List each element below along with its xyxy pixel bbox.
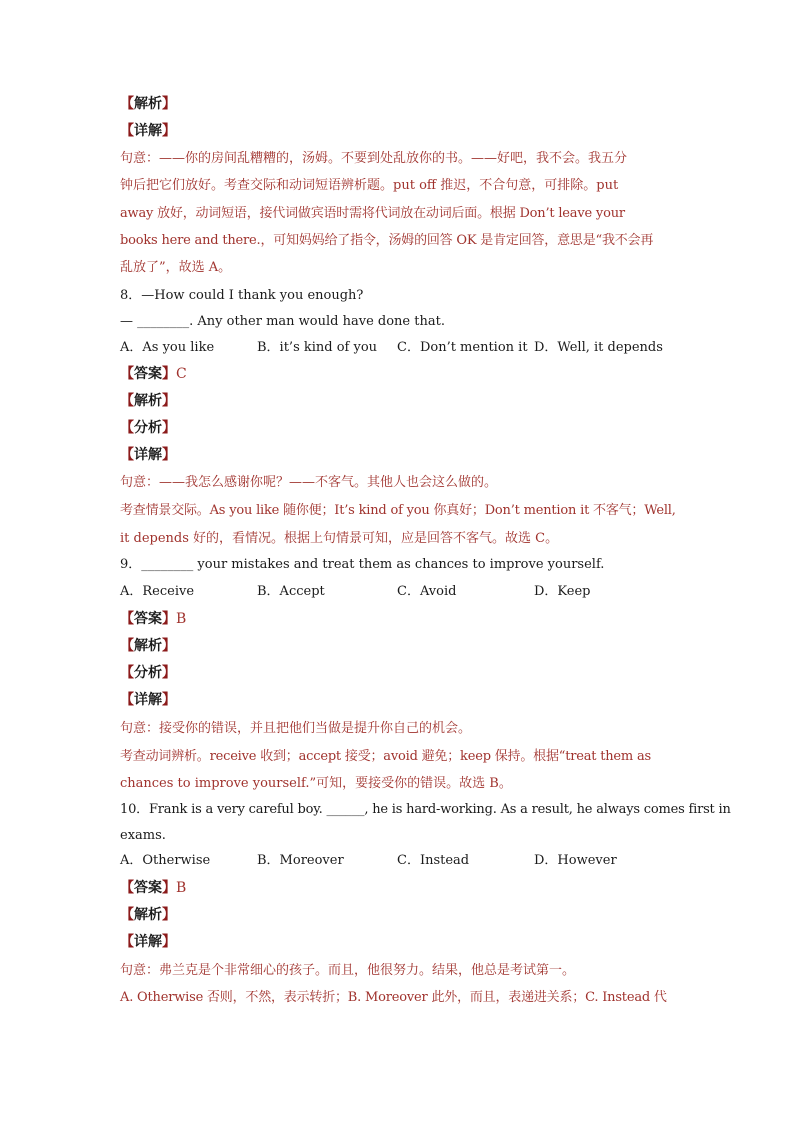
option-c: C．Instead [397,853,470,868]
analysis-heading: 【解析】 [120,638,176,654]
explanation-line: 句意：弗兰克是个非常细心的孩子。而且，他很努力。结果，他总是考试第一。 [120,963,576,978]
option-c: C．Don’t mention it [397,340,528,355]
option-c: C．Avoid [397,584,457,599]
explanation-line: away 放好，动词短语，接代词做宾语时需将代词放在动词后面。根据 Don’t leave your [120,206,625,221]
option-d: D．Keep [534,584,591,599]
option-b: B．it’s kind of you [257,340,378,355]
analysis-heading: 【分析】 [120,665,176,681]
explanation-line: chances to improve yourself.”可知，要接受你的错误。故选 B。 [120,776,512,791]
explanation-line: 句意：——我怎么感谢你呢？——不客气。其他人也会这么做的。 [120,475,498,490]
detail-heading: 【详解】 [120,934,176,950]
explanation-line: A. Otherwise 否则，不然，表示转折；B. Moreover 此外，而且，表递进关系；C. Instead 代 [120,990,667,1005]
question-stem: exams. [120,828,166,843]
question-stem: 10．Frank is a very careful boy. ______, he is hard-working. As a result, he always comes first in [120,802,731,817]
explanation-line: 句意：接受你的错误，并且把他们当做是提升你自己的机会。 [120,721,472,736]
detail-heading: 【详解】 [120,123,176,139]
analysis-heading: 【解析】 [120,907,176,923]
detail-heading: 【详解】 [120,692,176,708]
explanation-line: it depends 好的，看情况。根据上句情景可知，应是回答不客气。故选 C。 [120,531,559,546]
answer-label: 【答案】C [120,366,187,382]
analysis-heading: 【分析】 [120,420,176,436]
explanation-text: put off 推迟，不合句意，可排除。put [393,178,619,193]
option-a: A．Receive [120,584,195,599]
explanation-line: 考查动词辨析。receive 收到；accept 接受；avoid 避免；keep 保持。根据“treat them as [120,749,652,764]
analysis-heading: 【解析】 [120,96,176,112]
question-stem: 9．________ your mistakes and treat them as chances to improve yourself. [120,557,605,572]
question-stem: 8．—How could I thank you enough? [120,288,364,303]
answer-label: 【答案】B [120,880,187,896]
explanation-line [120,176,618,196]
option-d: D．However [534,853,617,868]
explanation-line: books here and there.，可知妈妈给了指令，汤姆的回答 OK 是肯定回答，意思是“我不会再 [120,233,654,248]
analysis-heading: 【解析】 [120,393,176,409]
option-b: B．Accept [257,584,325,599]
detail-heading: 【详解】 [120,447,176,463]
explanation-line: 考查情景交际。As you like 随你便；It’s kind of you 你真好；Don’t mention it 不客气；Well, [120,503,676,518]
explanation-text: 钟后把它们放好。考查交际和动词短语辨析题。 [120,178,394,193]
option-a: A．As you like [120,340,215,355]
option-d: D．Well, it depends [534,340,663,355]
explanation-line: 句意：——你的房间乱糟糟的，汤姆。不要到处乱放你的书。——好吧，我不会。我五分 [120,151,628,166]
option-a: A．Otherwise [120,853,211,868]
option-b: B．Moreover [257,853,344,868]
question-stem: — ________. Any other man would have done that. [120,314,445,329]
answer-label: 【答案】B [120,611,187,627]
explanation-line: 乱放了”，故选 A。 [120,260,232,275]
